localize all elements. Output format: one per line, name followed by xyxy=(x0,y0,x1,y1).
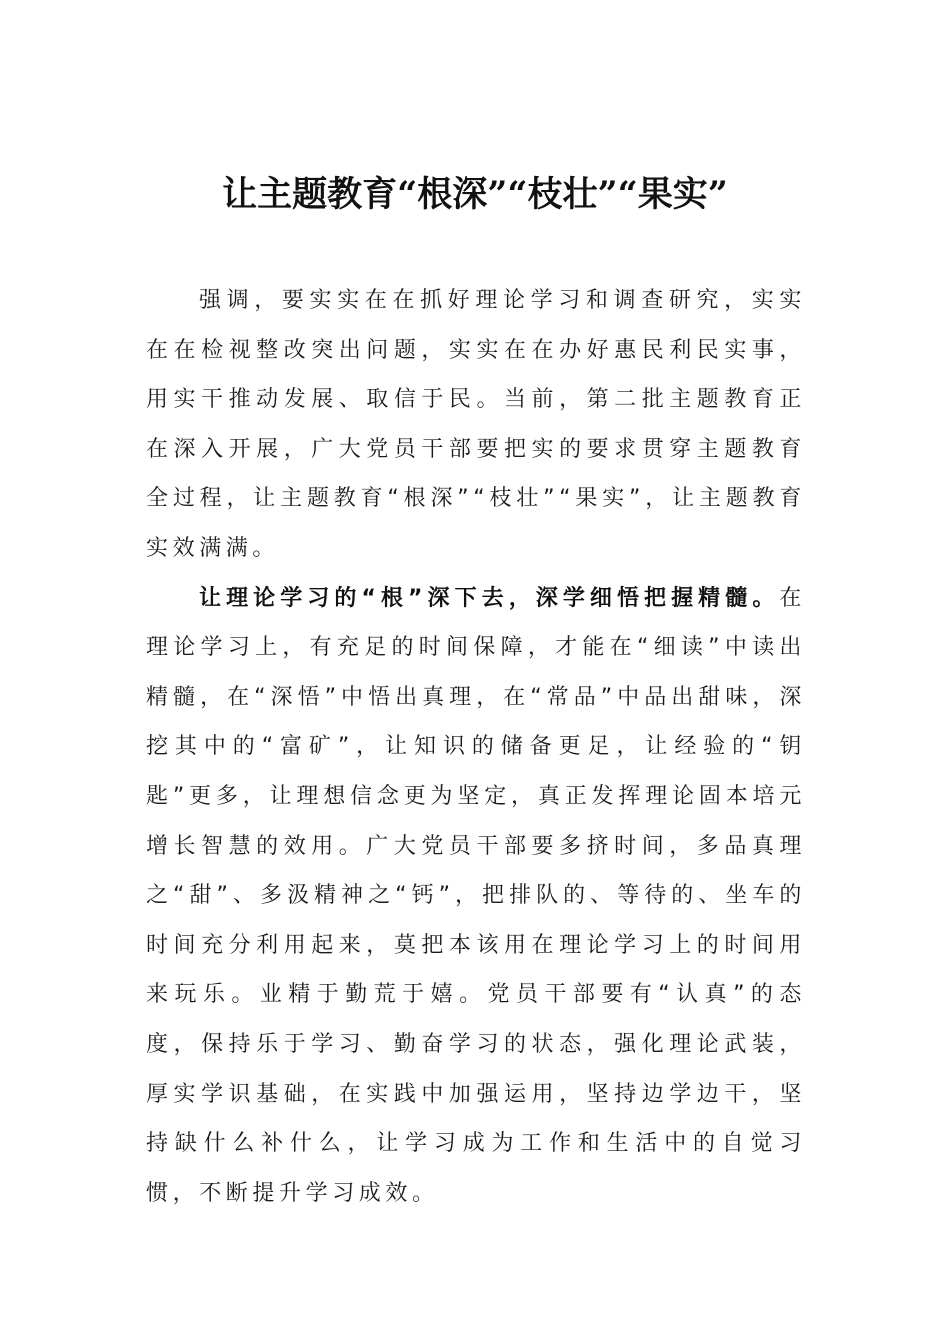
paragraph-lead-sentence: 让理论学习的“根”深下去，深学细悟把握精髓。 xyxy=(199,585,780,611)
document-body xyxy=(146,276,806,1218)
paragraph-intro-text: 强调，要实实在在抓好理论学习和调查研究，实实在在检视整改突出问题，实实在在办好惠民利民实事，用实干推动发展、取信于民。当前，第二批主题教育正在深入开展，广大党员干部要把实的要求贯穿主题教育全过程，让主题教育“根深”“枝壮”“果实”，让主题教育实效满满。 xyxy=(146,288,806,561)
document-title: 让主题教育“根深”“枝壮”“果实” xyxy=(222,174,728,215)
paragraph-theory-study-text: 在理论学习上，有充足的时间保障，才能在“细读”中读出精髓，在“深悟”中悟出真理，在“常品”中品出甜味，深挖其中的“富矿”，让知识的储备更足，让经验的“钥匙”更多，让理想信念更为坚定，真正发挥理论固本培元增长智慧的效用。广大党员干部要多挤时间，多品真理之“甜”、多汲精神之“钙”，把排队的、等待的、坐车的时间充分利用起来，莫把本该用在理论学习上的时间用来玩乐。业精于勤荒于嬉。党员干部要有“认真”的态度，保持乐于学习、勤奋学习的状态，强化理论武装，厚实学识基础，在实践中加强运用，坚持边学边干，坚持缺什么补什么，让学习成为工作和生活中的自觉习惯，不断提升学习成效。 xyxy=(146,585,806,1206)
paragraph-intro xyxy=(146,276,806,574)
paragraph-theory-study xyxy=(146,574,806,1219)
